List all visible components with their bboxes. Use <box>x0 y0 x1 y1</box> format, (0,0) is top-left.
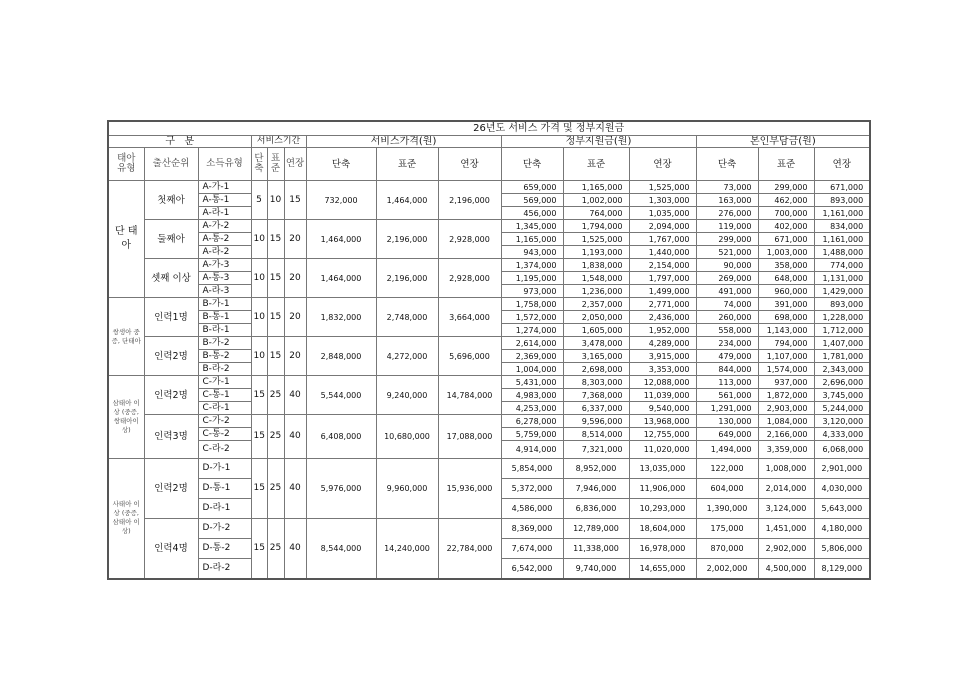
period-standard-cell: 10 <box>267 181 284 220</box>
price-short-cell: 6,408,000 <box>306 415 376 459</box>
gov-short-cell: 569,000 <box>501 194 563 207</box>
period-standard-cell: 15 <box>267 337 284 376</box>
self-extended-cell: 2,901,000 <box>814 459 870 479</box>
self-standard-cell: 1,008,000 <box>758 459 814 479</box>
gov-extended-cell: 3,353,000 <box>629 363 696 376</box>
income-type-cell: D-라-2 <box>198 559 251 579</box>
header-self-pay: 본인부담금(원) <box>696 136 870 148</box>
gov-standard-cell: 8,514,000 <box>563 428 629 441</box>
birth-order-cell: 인력4명 <box>144 519 198 579</box>
gov-standard-cell: 1,002,000 <box>563 194 629 207</box>
self-standard-cell: 2,902,000 <box>758 539 814 559</box>
self-short-cell: 119,000 <box>696 220 758 233</box>
self-standard-cell: 1,107,000 <box>758 350 814 363</box>
income-type-cell: C-가-2 <box>198 415 251 428</box>
header-fetus-type: 태아 유형 <box>108 148 144 181</box>
self-extended-cell: 4,030,000 <box>814 479 870 499</box>
self-short-cell: 2,002,000 <box>696 559 758 579</box>
header-price-short: 단축 <box>306 148 376 181</box>
gov-short-cell: 1,274,000 <box>501 324 563 337</box>
income-type-cell: D-라-1 <box>198 499 251 519</box>
gov-extended-cell: 1,767,000 <box>629 233 696 246</box>
table-row <box>108 459 870 479</box>
gov-short-cell: 1,004,000 <box>501 363 563 376</box>
gov-extended-cell: 16,978,000 <box>629 539 696 559</box>
self-standard-cell: 402,000 <box>758 220 814 233</box>
table-row <box>108 220 870 233</box>
period-standard-cell: 15 <box>267 298 284 337</box>
income-type-cell: A-가-1 <box>198 181 251 194</box>
gov-standard-cell: 11,338,000 <box>563 539 629 559</box>
header-self-extended: 연장 <box>814 148 870 181</box>
price-standard-cell: 14,240,000 <box>376 519 438 579</box>
gov-standard-cell: 3,478,000 <box>563 337 629 350</box>
gov-standard-cell: 2,698,000 <box>563 363 629 376</box>
self-extended-cell: 893,000 <box>814 298 870 311</box>
price-short-cell: 1,832,000 <box>306 298 376 337</box>
period-short-cell: 10 <box>251 337 267 376</box>
gov-standard-cell: 1,794,000 <box>563 220 629 233</box>
gov-short-cell: 4,983,000 <box>501 389 563 402</box>
self-standard-cell: 960,000 <box>758 285 814 298</box>
gov-standard-cell: 1,193,000 <box>563 246 629 259</box>
self-extended-cell: 834,000 <box>814 220 870 233</box>
gov-standard-cell: 1,838,000 <box>563 259 629 272</box>
income-type-cell: D-통-1 <box>198 479 251 499</box>
gov-short-cell: 7,674,000 <box>501 539 563 559</box>
gov-standard-cell: 7,368,000 <box>563 389 629 402</box>
income-type-cell: C-가-1 <box>198 376 251 389</box>
income-type-cell: A-통-1 <box>198 194 251 207</box>
gov-short-cell: 5,759,000 <box>501 428 563 441</box>
header-period: 서비스기간 <box>251 136 306 148</box>
income-type-cell: B-라-2 <box>198 363 251 376</box>
birth-order-cell: 둘째아 <box>144 220 198 259</box>
price-short-cell: 5,544,000 <box>306 376 376 415</box>
table-row <box>108 519 870 539</box>
period-short-cell: 15 <box>251 415 267 459</box>
period-short-cell: 15 <box>251 459 267 519</box>
gov-extended-cell: 1,797,000 <box>629 272 696 285</box>
price-extended-cell: 3,664,000 <box>438 298 501 337</box>
price-short-cell: 2,848,000 <box>306 337 376 376</box>
price-extended-cell: 2,196,000 <box>438 181 501 220</box>
income-type-cell: B-가-2 <box>198 337 251 350</box>
self-extended-cell: 893,000 <box>814 194 870 207</box>
self-standard-cell: 698,000 <box>758 311 814 324</box>
income-type-cell: A-라-3 <box>198 285 251 298</box>
gov-standard-cell: 1,525,000 <box>563 233 629 246</box>
self-extended-cell: 5,806,000 <box>814 539 870 559</box>
table-row <box>108 259 870 272</box>
period-short-cell: 5 <box>251 181 267 220</box>
gov-extended-cell: 1,499,000 <box>629 285 696 298</box>
price-short-cell: 1,464,000 <box>306 220 376 259</box>
self-standard-cell: 4,500,000 <box>758 559 814 579</box>
income-type-cell: D-가-2 <box>198 519 251 539</box>
gov-extended-cell: 4,289,000 <box>629 337 696 350</box>
header-gov-standard: 표준 <box>563 148 629 181</box>
period-short-cell: 10 <box>251 259 267 298</box>
self-extended-cell: 1,228,000 <box>814 311 870 324</box>
table-title: 26년도 서비스 가격 및 정부지원금 <box>108 121 870 136</box>
gov-standard-cell: 8,303,000 <box>563 376 629 389</box>
gov-standard-cell: 9,740,000 <box>563 559 629 579</box>
self-extended-cell: 8,129,000 <box>814 559 870 579</box>
self-extended-cell: 1,712,000 <box>814 324 870 337</box>
period-standard-cell: 25 <box>267 415 284 459</box>
header-price-extended: 연장 <box>438 148 501 181</box>
period-extended-cell: 20 <box>284 259 306 298</box>
self-short-cell: 604,000 <box>696 479 758 499</box>
gov-standard-cell: 7,321,000 <box>563 441 629 459</box>
income-type-cell: C-통-1 <box>198 389 251 402</box>
gov-short-cell: 1,195,000 <box>501 272 563 285</box>
self-standard-cell: 1,872,000 <box>758 389 814 402</box>
header-gov-short: 단축 <box>501 148 563 181</box>
self-standard-cell: 1,003,000 <box>758 246 814 259</box>
price-extended-cell: 14,784,000 <box>438 376 501 415</box>
self-short-cell: 561,000 <box>696 389 758 402</box>
table-row <box>108 181 870 194</box>
gov-short-cell: 1,374,000 <box>501 259 563 272</box>
self-extended-cell: 4,180,000 <box>814 519 870 539</box>
header-self-short: 단축 <box>696 148 758 181</box>
gov-extended-cell: 1,525,000 <box>629 181 696 194</box>
income-type-cell: B-통-2 <box>198 350 251 363</box>
self-extended-cell: 2,696,000 <box>814 376 870 389</box>
self-extended-cell: 1,488,000 <box>814 246 870 259</box>
gov-extended-cell: 2,771,000 <box>629 298 696 311</box>
gov-extended-cell: 13,035,000 <box>629 459 696 479</box>
gov-standard-cell: 1,605,000 <box>563 324 629 337</box>
period-standard-cell: 25 <box>267 459 284 519</box>
self-extended-cell: 1,161,000 <box>814 233 870 246</box>
self-short-cell: 521,000 <box>696 246 758 259</box>
self-standard-cell: 358,000 <box>758 259 814 272</box>
period-standard-cell: 25 <box>267 376 284 415</box>
price-extended-cell: 22,784,000 <box>438 519 501 579</box>
income-type-cell: B-통-1 <box>198 311 251 324</box>
period-short-cell: 10 <box>251 220 267 259</box>
income-type-cell: A-가-3 <box>198 259 251 272</box>
price-extended-cell: 2,928,000 <box>438 259 501 298</box>
gov-short-cell: 456,000 <box>501 207 563 220</box>
self-standard-cell: 2,166,000 <box>758 428 814 441</box>
gov-extended-cell: 1,035,000 <box>629 207 696 220</box>
header-birth-order: 출산순위 <box>144 148 198 181</box>
gov-extended-cell: 12,088,000 <box>629 376 696 389</box>
header-gov-support: 정부지원금(원) <box>501 136 696 148</box>
gov-extended-cell: 1,303,000 <box>629 194 696 207</box>
gov-standard-cell: 3,165,000 <box>563 350 629 363</box>
self-short-cell: 175,000 <box>696 519 758 539</box>
birth-order-cell: 인력1명 <box>144 298 198 337</box>
income-type-cell: D-가-1 <box>198 459 251 479</box>
price-standard-cell: 1,464,000 <box>376 181 438 220</box>
gov-extended-cell: 13,968,000 <box>629 415 696 428</box>
gov-extended-cell: 12,755,000 <box>629 428 696 441</box>
price-standard-cell: 2,196,000 <box>376 259 438 298</box>
gov-short-cell: 1,165,000 <box>501 233 563 246</box>
gov-extended-cell: 1,952,000 <box>629 324 696 337</box>
header-income-type: 소득유형 <box>198 148 251 181</box>
header-period-extended: 연장 <box>284 148 306 181</box>
self-short-cell: 234,000 <box>696 337 758 350</box>
income-type-cell: C-라-2 <box>198 441 251 459</box>
self-extended-cell: 1,407,000 <box>814 337 870 350</box>
birth-order-cell: 셋째 이상 <box>144 259 198 298</box>
price-standard-cell: 9,240,000 <box>376 376 438 415</box>
gov-short-cell: 5,854,000 <box>501 459 563 479</box>
gov-standard-cell: 764,000 <box>563 207 629 220</box>
self-standard-cell: 1,451,000 <box>758 519 814 539</box>
gov-short-cell: 6,278,000 <box>501 415 563 428</box>
self-short-cell: 113,000 <box>696 376 758 389</box>
table-row <box>108 298 870 311</box>
self-standard-cell: 1,143,000 <box>758 324 814 337</box>
gov-extended-cell: 2,094,000 <box>629 220 696 233</box>
gov-short-cell: 2,369,000 <box>501 350 563 363</box>
gov-standard-cell: 6,836,000 <box>563 499 629 519</box>
gov-extended-cell: 14,655,000 <box>629 559 696 579</box>
period-extended-cell: 40 <box>284 519 306 579</box>
income-type-cell: C-통-2 <box>198 428 251 441</box>
gov-standard-cell: 2,050,000 <box>563 311 629 324</box>
period-extended-cell: 40 <box>284 459 306 519</box>
gov-short-cell: 1,345,000 <box>501 220 563 233</box>
self-extended-cell: 774,000 <box>814 259 870 272</box>
self-short-cell: 1,291,000 <box>696 402 758 415</box>
self-short-cell: 90,000 <box>696 259 758 272</box>
self-standard-cell: 3,124,000 <box>758 499 814 519</box>
period-short-cell: 15 <box>251 519 267 579</box>
self-short-cell: 73,000 <box>696 181 758 194</box>
self-short-cell: 1,494,000 <box>696 441 758 459</box>
header-category: 구 분 <box>108 136 251 148</box>
gov-short-cell: 2,614,000 <box>501 337 563 350</box>
gov-extended-cell: 3,915,000 <box>629 350 696 363</box>
self-short-cell: 870,000 <box>696 539 758 559</box>
birth-order-cell: 인력3명 <box>144 415 198 459</box>
period-standard-cell: 15 <box>267 220 284 259</box>
period-extended-cell: 40 <box>284 415 306 459</box>
gov-standard-cell: 1,548,000 <box>563 272 629 285</box>
self-short-cell: 74,000 <box>696 298 758 311</box>
income-type-cell: A-가-2 <box>198 220 251 233</box>
period-extended-cell: 20 <box>284 298 306 337</box>
self-short-cell: 122,000 <box>696 459 758 479</box>
self-extended-cell: 2,343,000 <box>814 363 870 376</box>
self-extended-cell: 6,068,000 <box>814 441 870 459</box>
self-extended-cell: 5,643,000 <box>814 499 870 519</box>
self-standard-cell: 648,000 <box>758 272 814 285</box>
gov-extended-cell: 2,436,000 <box>629 311 696 324</box>
gov-standard-cell: 8,952,000 <box>563 459 629 479</box>
gov-short-cell: 973,000 <box>501 285 563 298</box>
self-short-cell: 491,000 <box>696 285 758 298</box>
self-short-cell: 844,000 <box>696 363 758 376</box>
price-short-cell: 1,464,000 <box>306 259 376 298</box>
gov-extended-cell: 11,020,000 <box>629 441 696 459</box>
self-standard-cell: 3,359,000 <box>758 441 814 459</box>
price-extended-cell: 15,936,000 <box>438 459 501 519</box>
self-standard-cell: 794,000 <box>758 337 814 350</box>
gov-short-cell: 4,914,000 <box>501 441 563 459</box>
gov-standard-cell: 12,789,000 <box>563 519 629 539</box>
header-gov-extended: 연장 <box>629 148 696 181</box>
self-extended-cell: 1,781,000 <box>814 350 870 363</box>
gov-extended-cell: 11,906,000 <box>629 479 696 499</box>
price-extended-cell: 2,928,000 <box>438 220 501 259</box>
self-extended-cell: 3,745,000 <box>814 389 870 402</box>
self-standard-cell: 1,574,000 <box>758 363 814 376</box>
self-short-cell: 299,000 <box>696 233 758 246</box>
self-short-cell: 649,000 <box>696 428 758 441</box>
self-standard-cell: 1,084,000 <box>758 415 814 428</box>
gov-extended-cell: 1,440,000 <box>629 246 696 259</box>
price-standard-cell: 9,960,000 <box>376 459 438 519</box>
gov-short-cell: 659,000 <box>501 181 563 194</box>
period-standard-cell: 15 <box>267 259 284 298</box>
gov-extended-cell: 10,293,000 <box>629 499 696 519</box>
self-extended-cell: 4,333,000 <box>814 428 870 441</box>
self-short-cell: 163,000 <box>696 194 758 207</box>
self-standard-cell: 462,000 <box>758 194 814 207</box>
birth-order-cell: 첫째아 <box>144 181 198 220</box>
self-short-cell: 276,000 <box>696 207 758 220</box>
period-extended-cell: 20 <box>284 220 306 259</box>
income-type-cell: B-가-1 <box>198 298 251 311</box>
period-short-cell: 15 <box>251 376 267 415</box>
gov-short-cell: 943,000 <box>501 246 563 259</box>
birth-order-cell: 인력2명 <box>144 459 198 519</box>
self-extended-cell: 1,429,000 <box>814 285 870 298</box>
gov-standard-cell: 2,357,000 <box>563 298 629 311</box>
gov-extended-cell: 9,540,000 <box>629 402 696 415</box>
price-standard-cell: 2,196,000 <box>376 220 438 259</box>
header-period-standard: 표준 <box>267 148 284 181</box>
income-type-cell: C-라-1 <box>198 402 251 415</box>
price-short-cell: 5,976,000 <box>306 459 376 519</box>
price-short-cell: 8,544,000 <box>306 519 376 579</box>
service-price-table <box>107 120 871 580</box>
gov-standard-cell: 7,946,000 <box>563 479 629 499</box>
self-extended-cell: 671,000 <box>814 181 870 194</box>
gov-extended-cell: 11,039,000 <box>629 389 696 402</box>
header-self-standard: 표준 <box>758 148 814 181</box>
table-row <box>108 376 870 389</box>
self-standard-cell: 937,000 <box>758 376 814 389</box>
self-short-cell: 269,000 <box>696 272 758 285</box>
gov-short-cell: 8,369,000 <box>501 519 563 539</box>
birth-order-cell: 인력2명 <box>144 376 198 415</box>
price-extended-cell: 5,696,000 <box>438 337 501 376</box>
period-extended-cell: 20 <box>284 337 306 376</box>
price-extended-cell: 17,088,000 <box>438 415 501 459</box>
birth-order-cell: 인력2명 <box>144 337 198 376</box>
price-standard-cell: 2,748,000 <box>376 298 438 337</box>
fetus-type-cell: 쌍생아 중증, 단태아 <box>108 298 144 376</box>
income-type-cell: A-라-2 <box>198 246 251 259</box>
period-extended-cell: 40 <box>284 376 306 415</box>
gov-short-cell: 5,372,000 <box>501 479 563 499</box>
income-type-cell: A-통-2 <box>198 233 251 246</box>
self-short-cell: 1,390,000 <box>696 499 758 519</box>
self-short-cell: 558,000 <box>696 324 758 337</box>
fetus-type-cell: 단 태아 <box>108 181 144 298</box>
gov-short-cell: 1,572,000 <box>501 311 563 324</box>
header-price: 서비스가격(원) <box>306 136 501 148</box>
gov-extended-cell: 18,604,000 <box>629 519 696 539</box>
self-extended-cell: 1,161,000 <box>814 207 870 220</box>
self-standard-cell: 2,903,000 <box>758 402 814 415</box>
self-standard-cell: 2,014,000 <box>758 479 814 499</box>
self-standard-cell: 700,000 <box>758 207 814 220</box>
self-extended-cell: 1,131,000 <box>814 272 870 285</box>
header-price-standard: 표준 <box>376 148 438 181</box>
self-extended-cell: 5,244,000 <box>814 402 870 415</box>
fetus-type-cell: 삼태아 이 상 (중증,쌍태아이상) <box>108 376 144 459</box>
period-extended-cell: 15 <box>284 181 306 220</box>
gov-standard-cell: 6,337,000 <box>563 402 629 415</box>
gov-standard-cell: 1,236,000 <box>563 285 629 298</box>
gov-standard-cell: 1,165,000 <box>563 181 629 194</box>
self-extended-cell: 3,120,000 <box>814 415 870 428</box>
gov-extended-cell: 2,154,000 <box>629 259 696 272</box>
header-period-short: 단축 <box>251 148 267 181</box>
self-short-cell: 479,000 <box>696 350 758 363</box>
period-standard-cell: 25 <box>267 519 284 579</box>
self-standard-cell: 671,000 <box>758 233 814 246</box>
price-standard-cell: 4,272,000 <box>376 337 438 376</box>
gov-short-cell: 5,431,000 <box>501 376 563 389</box>
income-type-cell: D-통-2 <box>198 539 251 559</box>
table-row <box>108 415 870 428</box>
self-standard-cell: 299,000 <box>758 181 814 194</box>
self-short-cell: 260,000 <box>696 311 758 324</box>
price-short-cell: 732,000 <box>306 181 376 220</box>
gov-short-cell: 4,586,000 <box>501 499 563 519</box>
income-type-cell: B-라-1 <box>198 324 251 337</box>
gov-short-cell: 4,253,000 <box>501 402 563 415</box>
price-standard-cell: 10,680,000 <box>376 415 438 459</box>
gov-short-cell: 6,542,000 <box>501 559 563 579</box>
gov-standard-cell: 9,596,000 <box>563 415 629 428</box>
self-short-cell: 130,000 <box>696 415 758 428</box>
income-type-cell: A-통-3 <box>198 272 251 285</box>
gov-short-cell: 1,758,000 <box>501 298 563 311</box>
fetus-type-cell: 사태아 이 상 (중증, 삼태아 이상) <box>108 459 144 579</box>
income-type-cell: A-라-1 <box>198 207 251 220</box>
self-standard-cell: 391,000 <box>758 298 814 311</box>
period-short-cell: 10 <box>251 298 267 337</box>
table-row <box>108 337 870 350</box>
